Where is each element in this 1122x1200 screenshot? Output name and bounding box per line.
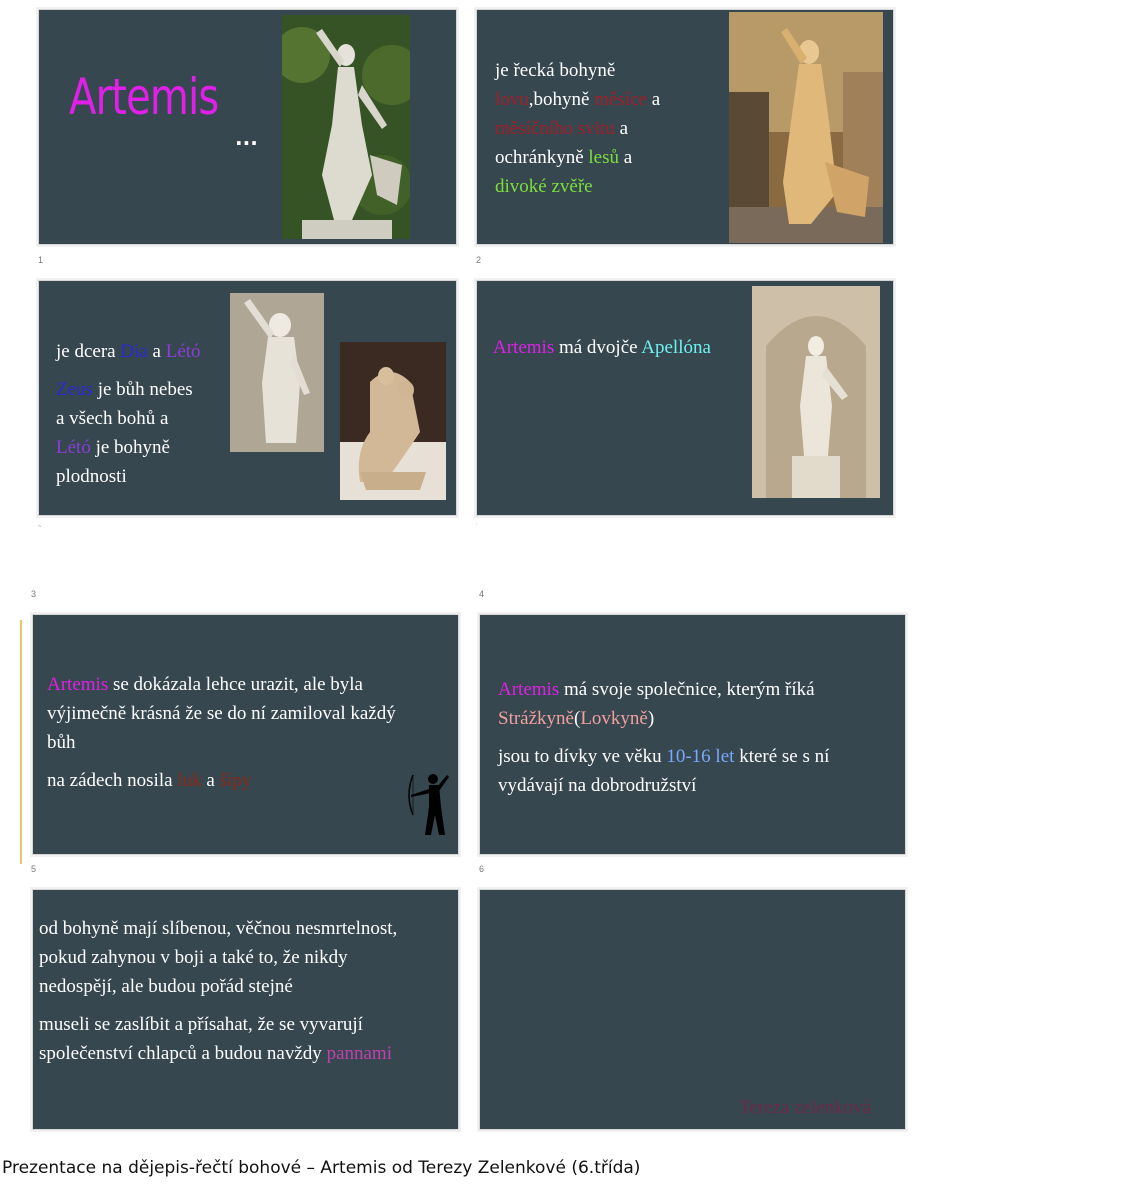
text-fragment: ) — [647, 708, 655, 729]
text-lovkyne: Lovkyně — [580, 708, 648, 729]
slide-3-text — [56, 337, 231, 491]
statue-zeus-photo — [230, 293, 324, 452]
text-fragment: a — [147, 341, 166, 362]
slide-number: 2 — [476, 255, 482, 265]
text-apellona: Apellóna — [641, 337, 711, 358]
text-fragment: ,bohyně — [528, 89, 595, 110]
slide-7-text — [39, 914, 429, 1068]
statue-artemis-photo — [282, 15, 410, 239]
slide-7[interactable] — [32, 889, 459, 1130]
text-fragment: jsou to dívky ve věku — [498, 746, 667, 767]
text-fragment: a — [614, 118, 628, 139]
text-fragment: je dcera — [56, 341, 121, 362]
ellipsis: ... — [235, 126, 258, 150]
text-line: je řecká bohyně — [495, 60, 616, 81]
slide-3[interactable] — [38, 280, 457, 516]
text-artemis: Artemis — [493, 337, 555, 358]
text-lesu: lesů — [588, 147, 619, 168]
text-dia: Dia — [120, 341, 148, 362]
text-paragraph: museli se zaslíbit a přísahat, že se vyvarují společenství chlapců a budou navždy — [39, 1014, 363, 1064]
text-leto: Létó — [165, 341, 201, 362]
text-artemis: Artemis — [498, 679, 560, 700]
text-fragment: na zádech nosila — [47, 770, 178, 791]
text-fragment: je bůh nebes — [92, 379, 193, 400]
text-fragment: je bohyně — [90, 437, 170, 458]
slide-number: ˙ — [476, 524, 478, 530]
text-fragment: které se s ní vydávají na dobrodružství — [498, 746, 830, 796]
text-fragment: ( — [573, 708, 581, 729]
slide-2-text — [495, 56, 725, 201]
slide-number: 3 — [31, 589, 37, 599]
text-luk: luk — [177, 770, 202, 791]
text-leto: Létó — [56, 437, 91, 458]
slide-5[interactable] — [32, 614, 459, 855]
slide-6-text — [498, 675, 893, 800]
text-strazkyne: Strážkyně — [498, 708, 574, 729]
slide-number: 5 — [31, 864, 37, 874]
text-mesice: měsíce — [594, 89, 647, 110]
archer-silhouette-icon — [403, 767, 451, 837]
slide-title: Artemis — [69, 68, 219, 126]
text-pannami: pannami — [326, 1043, 392, 1064]
text-mesicniho-svitu: měsíčního svitu — [495, 118, 615, 139]
text-fragment: a — [646, 89, 661, 110]
statue-apollo-niche-photo — [752, 286, 880, 498]
author-name: Tereza zelenková — [739, 1097, 872, 1118]
text-artemis: Artemis — [47, 674, 109, 695]
slide-6[interactable] — [479, 614, 906, 855]
slide-4[interactable] — [476, 280, 894, 516]
slide-8[interactable] — [479, 889, 906, 1130]
text-age: 10-16 let — [666, 746, 735, 767]
text-fragment: a — [201, 770, 220, 791]
slide-number: 1 — [38, 255, 44, 265]
text-fragment: má dvojče — [554, 337, 642, 358]
statue-artemis-louvre-photo — [729, 12, 883, 243]
text-fragment: se dokázala lehce urazit, ale byla výjimečně krásná že se do ní zamiloval každý bůh — [47, 674, 396, 753]
slide-1[interactable] — [38, 9, 457, 245]
text-fragment: ochránkyně — [495, 147, 589, 168]
text-fragment: má svoje společnice, kterým říká — [559, 679, 815, 700]
caption: Prezentace na dějepis-řečtí bohové – Artemis od Terezy Zelenkové (6.třída) — [2, 1158, 641, 1178]
text-zeus: Zeus — [56, 379, 93, 400]
text-fragment: a všech bohů a — [56, 408, 169, 429]
text-divoke-zvere: divoké zvěře — [495, 176, 593, 197]
slide-5-text — [47, 670, 427, 795]
text-paragraph: od bohyně mají slíbenou, věčnou nesmrtelnost, pokud zahynou v boji a také to, že nikdy nedospějí, ale budou pořád stejné — [39, 918, 398, 997]
slide-4-text — [493, 333, 763, 362]
text-sipy: šípy — [219, 770, 252, 791]
sculpture-group-photo — [340, 342, 446, 500]
slide-2[interactable] — [476, 9, 894, 245]
slide-number: 6 — [479, 864, 485, 874]
slide-number: 4 — [479, 589, 485, 599]
text-lovu: lovu — [495, 89, 529, 110]
selection-indicator — [20, 620, 22, 864]
text-fragment: plodnosti — [56, 466, 127, 487]
slide-number: ~ — [38, 524, 42, 530]
text-fragment: a — [619, 147, 633, 168]
